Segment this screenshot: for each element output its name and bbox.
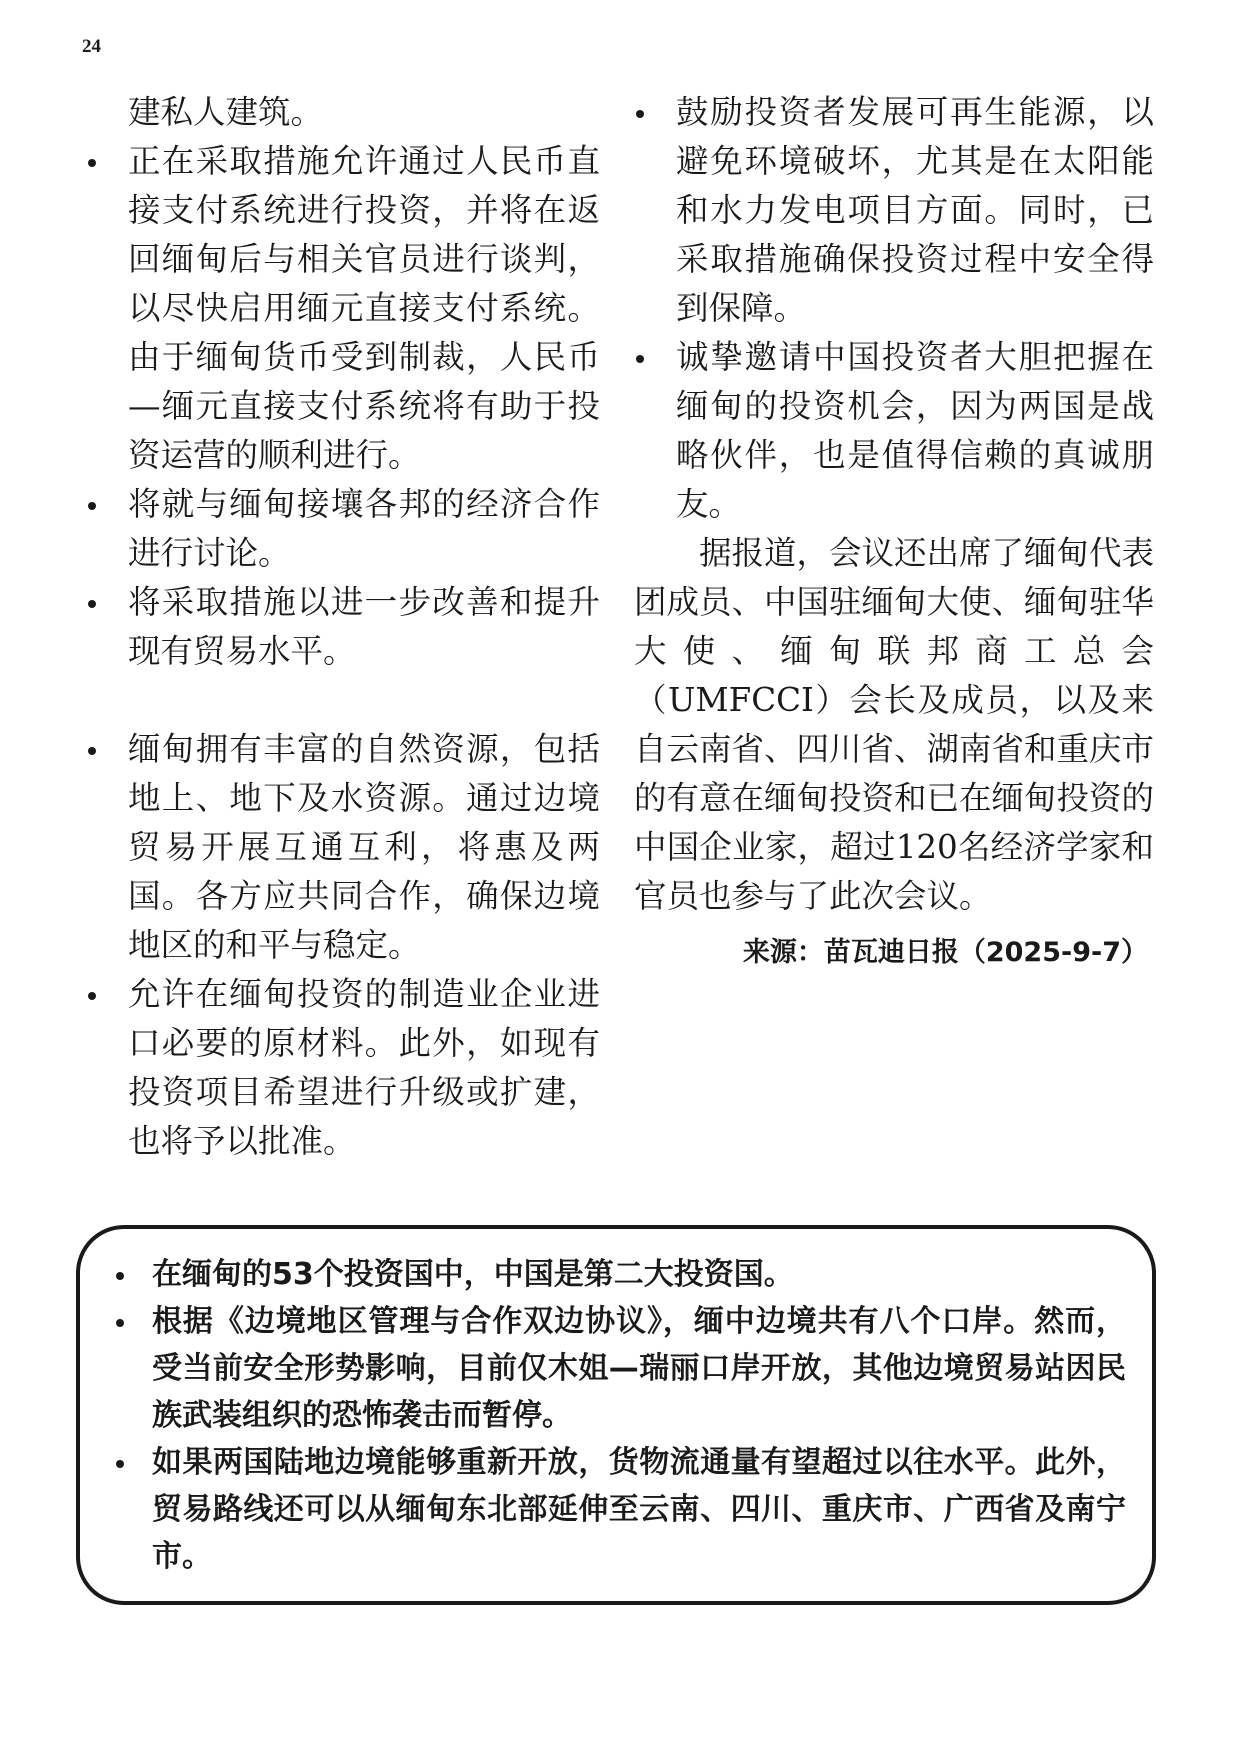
left-column <box>80 88 600 1166</box>
key-fact-item <box>106 1251 1126 1298</box>
key-fact-item <box>106 1298 1126 1439</box>
list-item-text: 将就与缅甸接壤各邦的经济合作进行讨论。 <box>128 485 600 572</box>
list-item-text: 鼓励投资者发展可再生能源，以避免环境破坏，尤其是在太阳能和水力发电项目方面。同时，已采取措施确保投资过程中安全得到保障。 <box>676 93 1154 327</box>
bullet-icon <box>636 110 644 118</box>
list-item-text: 正在采取措施允许通过人民币直接支付系统进行投资，并将在返回缅甸后与相关官员进行谈判，以尽快启用缅元直接支付系统。由于缅甸货币受到制裁，人民币—缅元直接支付系统将有助于投资运营的顺利进行。 <box>128 142 600 474</box>
list-item-text: 允许在缅甸投资的制造业企业进口必要的原材料。此外，如现有投资项目希望进行升级或扩建，也将予以批准。 <box>128 975 600 1160</box>
list-item-text: 缅甸拥有丰富的自然资源，包括地上、地下及水资源。通过边境贸易开展互通互利，将惠及两国。各方应共同合作，确保边境地区的和平与稳定。 <box>128 730 600 964</box>
section-spacer <box>80 676 600 725</box>
bullet-icon <box>88 600 96 608</box>
list-item <box>634 88 1154 333</box>
bullet-icon <box>116 1460 124 1468</box>
list-item <box>80 578 600 676</box>
list-item <box>80 725 600 970</box>
list-item-text: 将采取措施以进一步改善和提升现有贸易水平。 <box>128 583 600 670</box>
list-item-text: 诚挚邀请中国投资者大胆把握在缅甸的投资机会，因为两国是战略伙伴，也是值得信赖的真诚朋友。 <box>676 338 1154 523</box>
list-item <box>634 333 1154 529</box>
bullet-icon <box>88 502 96 510</box>
list-item <box>80 970 600 1166</box>
source-citation: 来源：苗瓦迪日报（2025-9-7） <box>742 937 1148 968</box>
page-number: 24 <box>82 36 101 57</box>
key-fact-text: 如果两国陆地边境能够重新开放，货物流通量有望超过以往水平。此外，贸易路线还可以从缅甸东北部延伸至云南、四川、重庆市、广西省及南宁市。 <box>152 1445 1126 1574</box>
bullet-icon <box>636 355 644 363</box>
bullet-icon <box>116 1272 124 1280</box>
continuation-text: 建私人建筑。 <box>128 93 324 131</box>
key-fact-text: 根据《边境地区管理与合作双边协议》，缅中边境共有八个口岸。然而，受当前安全形势影响，目前仅木姐—瑞丽口岸开放，其他边境贸易站因民族武装组织的恐怖袭击而暂停。 <box>152 1304 1126 1433</box>
bullet-icon <box>88 747 96 755</box>
key-fact-item <box>106 1439 1126 1580</box>
key-fact-text: 在缅甸的53个投资国中，中国是第二大投资国。 <box>152 1257 794 1292</box>
right-column <box>634 88 1154 973</box>
list-item <box>80 137 600 480</box>
list-item <box>80 480 600 578</box>
report-paragraph: 据报道，会议还出席了缅甸代表团成员、中国驻缅甸大使、缅甸驻华大使、缅甸联邦商工总会（UMFCCI）会长及成员，以及来自云南省、四川省、湖南省和重庆市的有意在缅甸投资和已在缅甸投资的中国企业家，超过120名经济学家和官员也参与了此次会议。 <box>634 534 1155 915</box>
bullet-icon <box>88 159 96 167</box>
key-facts-box <box>76 1225 1156 1605</box>
bullet-icon <box>116 1319 124 1327</box>
bullet-icon <box>88 992 96 1000</box>
